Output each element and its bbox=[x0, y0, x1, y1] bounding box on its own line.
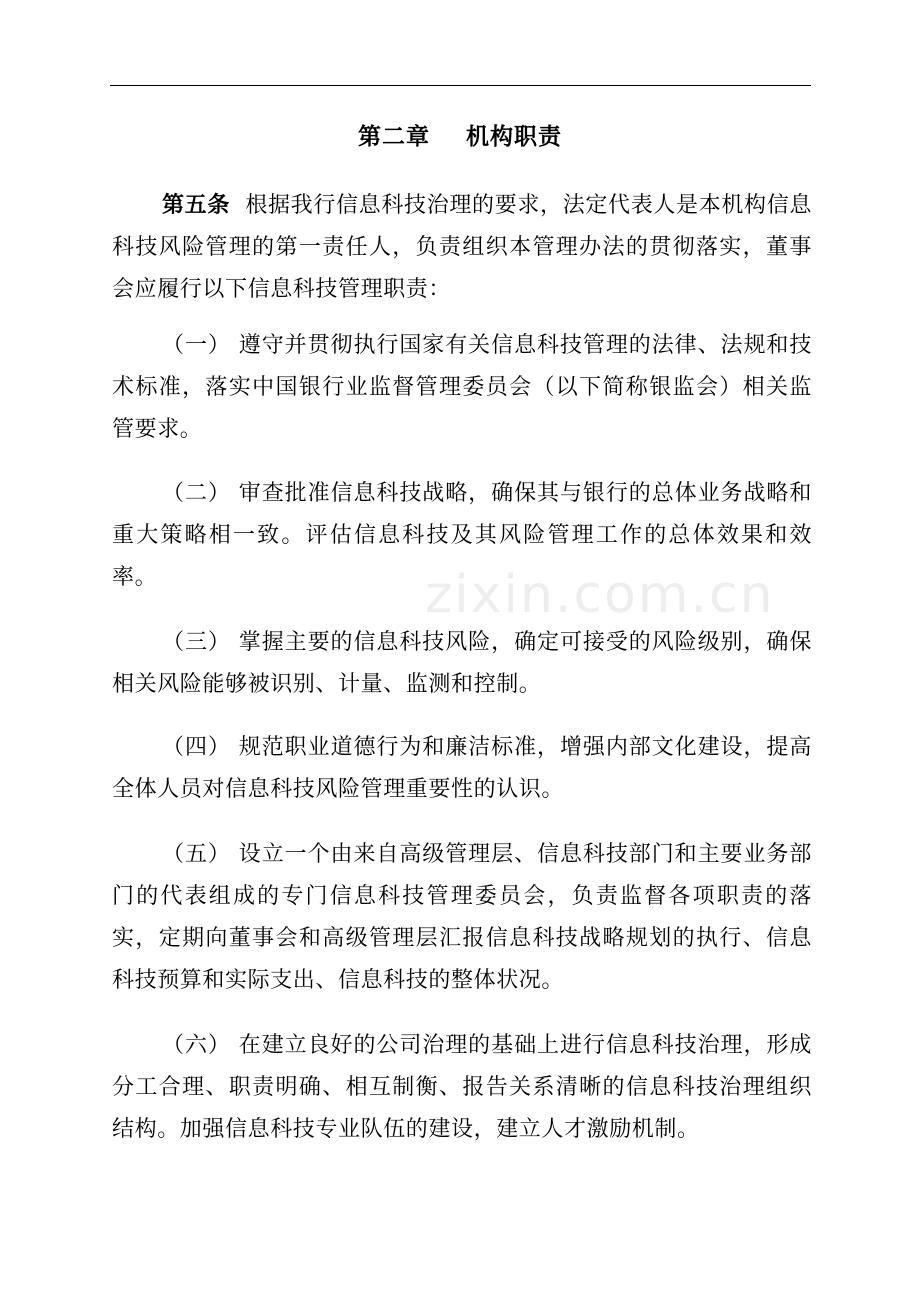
list-item bbox=[112, 622, 812, 706]
item-text: 掌握主要的信息科技风险，确定可接受的风险级别，确保相关风险能够被识别、计量、监测和控制。 bbox=[112, 630, 812, 697]
list-item bbox=[112, 325, 812, 451]
chapter-title: 第二章 机构职责 bbox=[357, 123, 563, 150]
item-text: 设立一个由来自高级管理层、信息科技部门和主要业务部门的代表组成的专门信息科技管理委员会，负责监督各项职责的落实，定期向董事会和高级管理层汇报信息科技战略规划的执行、信息科技预算和实际支出、信息科技的整体状况。 bbox=[112, 842, 812, 993]
list-item bbox=[112, 1025, 812, 1151]
list-item bbox=[112, 727, 812, 811]
article-text: 根据我行信息科技治理的要求，法定代表人是本机构信息科技风险管理的第一责任人，负责组织本管理办法的贯彻落实，董事会应履行以下信息科技管理职责： bbox=[112, 193, 812, 302]
item-text: 遵守并贯彻执行国家有关信息科技管理的法律、法规和技术标准，落实中国银行业监督管理委员会（以下简称银监会）相关监管要求。 bbox=[112, 333, 812, 442]
item-number: （四） bbox=[162, 735, 231, 760]
item-number: （五） bbox=[162, 842, 231, 867]
item-text: 规范职业道德行为和廉洁标准，增强内部文化建设，提高全体人员对信息科技风险管理重要性的认识。 bbox=[112, 735, 812, 802]
article-label: 第五条 bbox=[162, 192, 231, 218]
item-number: （三） bbox=[162, 630, 231, 655]
item-number: （二） bbox=[162, 481, 231, 506]
article-5-paragraph bbox=[112, 184, 812, 311]
item-text: 审查批准信息科技战略，确保其与银行的总体业务战略和重大策略相一致。评估信息科技及其风险管理工作的总体效果和效率。 bbox=[112, 481, 812, 590]
list-item bbox=[112, 834, 812, 1002]
watermark-text: zixin.com.cn bbox=[425, 565, 775, 625]
item-text: 在建立良好的公司治理的基础上进行信息科技治理，形成分工合理、职责明确、相互制衡、报告关系清晰的信息科技治理组织结构。加强信息科技专业队伍的建设，建立人才激励机制。 bbox=[112, 1033, 812, 1142]
item-number: （六） bbox=[162, 1033, 231, 1058]
item-number: （一） bbox=[162, 333, 231, 358]
header-rule bbox=[110, 85, 811, 86]
